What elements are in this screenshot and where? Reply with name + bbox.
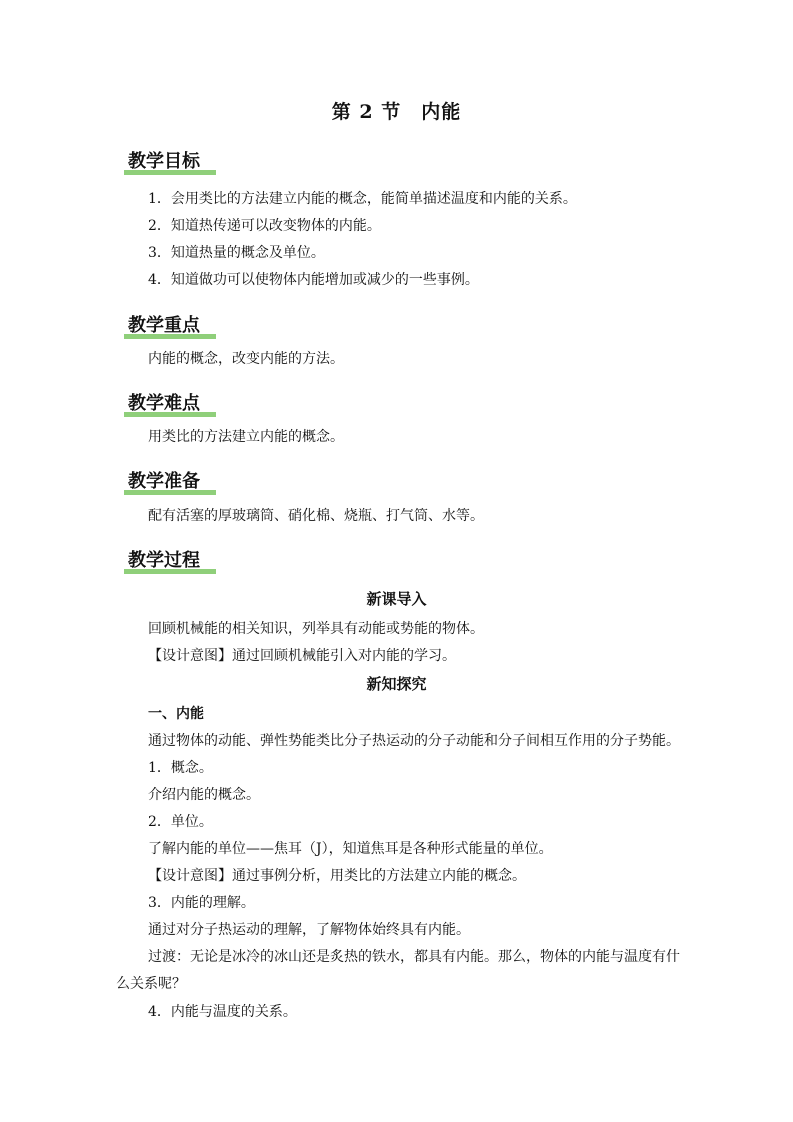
body-line: 1．概念。 bbox=[148, 760, 213, 776]
goal-item: 2．知道热传递可以改变物体的内能。 bbox=[148, 218, 381, 234]
section-heading-process: 教学过程 bbox=[128, 550, 200, 571]
section-heading-difficulty: 教学难点 bbox=[128, 393, 200, 414]
body-line: 【设计意图】通过事例分析，用类比的方法建立内能的概念。 bbox=[148, 868, 526, 884]
body-line: 么关系呢？ bbox=[116, 976, 186, 992]
body-line: 回顾机械能的相关知识，列举具有动能或势能的物体。 bbox=[148, 621, 484, 637]
goal-item: 1．会用类比的方法建立内能的概念，能简单描述温度和内能的关系。 bbox=[148, 191, 577, 207]
subheading-intro: 新课导入 bbox=[366, 590, 427, 608]
body-line: 3．内能的理解。 bbox=[148, 895, 255, 911]
body-line: 【设计意图】通过回顾机械能引入对内能的学习。 bbox=[148, 648, 456, 664]
body-line: 介绍内能的概念。 bbox=[148, 787, 260, 803]
body-line: 了解内能的单位——焦耳（J），知道焦耳是各种形式能量的单位。 bbox=[148, 841, 553, 857]
section-heading-goals: 教学目标 bbox=[128, 151, 200, 172]
subheading-explore: 新知探究 bbox=[366, 675, 427, 693]
goal-item: 3．知道热量的概念及单位。 bbox=[148, 245, 325, 261]
body-line: 2．单位。 bbox=[148, 814, 213, 830]
body-line: 通过物体的动能、弹性势能类比分子热运动的分子动能和分子间相互作用的分子势能。 bbox=[148, 733, 680, 749]
difficulty-text: 用类比的方法建立内能的概念。 bbox=[148, 429, 344, 445]
page-title: 第 2 节 内能 bbox=[331, 101, 462, 123]
part-heading: 一、内能 bbox=[148, 706, 204, 722]
section-heading-preparation: 教学准备 bbox=[128, 471, 200, 492]
body-line: 过渡：无论是冰冷的冰山还是炙热的铁水，都具有内能。那么，物体的内能与温度有什 bbox=[148, 949, 680, 965]
preparation-text: 配有活塞的厚玻璃筒、硝化棉、烧瓶、打气筒、水等。 bbox=[148, 508, 484, 524]
focus-text: 内能的概念，改变内能的方法。 bbox=[148, 351, 344, 367]
body-line: 4．内能与温度的关系。 bbox=[148, 1004, 297, 1020]
goal-item: 4．知道做功可以使物体内能增加或减少的一些事例。 bbox=[148, 272, 479, 288]
section-heading-focus: 教学重点 bbox=[128, 315, 200, 336]
body-line: 通过对分子热运动的理解，了解物体始终具有内能。 bbox=[148, 922, 470, 938]
